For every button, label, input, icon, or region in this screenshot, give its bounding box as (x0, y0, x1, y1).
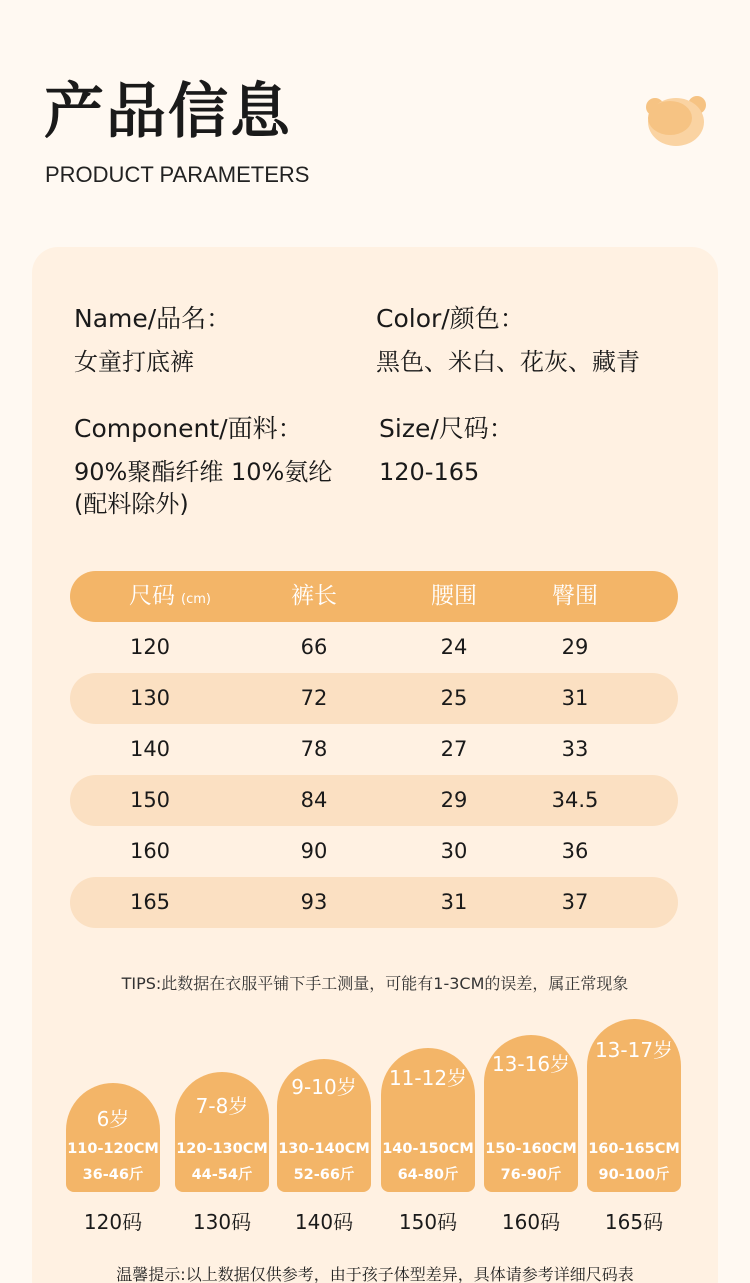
weight-range: 76-90斤 (500, 1167, 562, 1183)
table-cell: 120 (129, 635, 171, 659)
table-cell: 25 (440, 686, 468, 710)
height-range: 150-160CM (485, 1141, 577, 1157)
table-cell: 27 (440, 737, 468, 761)
table-cell: 130 (129, 686, 171, 710)
size-code-label: 140码 (294, 1210, 354, 1234)
age-label: 7-8岁 (195, 1094, 249, 1118)
table-row (70, 775, 678, 826)
color-label: Color/颜色： (376, 304, 525, 333)
age-guide-item (277, 1059, 371, 1192)
size-code-label: 150码 (398, 1210, 458, 1234)
age-guide-item (587, 1019, 681, 1192)
component-value-line1: 90%聚酯纤维 10%氨纶 (74, 458, 333, 486)
weight-range: 52-66斤 (293, 1167, 355, 1183)
table-row (70, 622, 678, 673)
param-size (379, 412, 514, 488)
name-value: 女童打底裤 (74, 348, 194, 376)
weight-range: 64-80斤 (397, 1167, 459, 1183)
component-value (74, 456, 364, 520)
table-row (70, 877, 678, 928)
weight-range: 44-54斤 (191, 1167, 253, 1183)
table-cell: 90 (300, 839, 328, 863)
table-cell: 160 (129, 839, 171, 863)
age-guide-item (66, 1083, 160, 1192)
table-cell: 29 (440, 788, 468, 812)
table-cell: 72 (300, 686, 328, 710)
component-label: Component/面料： (74, 414, 303, 443)
size-code-label: 165码 (604, 1210, 664, 1234)
size-value: 120-165 (379, 458, 480, 486)
tips-text: TIPS:此数据在衣服平铺下手工测量，可能有1-3CM的误差，属正常现象 (121, 974, 629, 993)
header-size (100, 571, 240, 622)
age-label: 9-10岁 (291, 1075, 357, 1099)
table-cell: 33 (561, 737, 589, 761)
weight-range: 36-46斤 (82, 1167, 144, 1183)
color-value: 黑色、米白、花灰、藏青 (376, 348, 640, 376)
footer-note: 温馨提示:以上数据仅供参考，由于孩子体型差异，具体请参考详细尺码表 (116, 1265, 634, 1283)
age-guide-item (175, 1072, 269, 1192)
age-label: 13-17岁 (594, 1038, 674, 1062)
page-subtitle: PRODUCT PARAMETERS (45, 162, 310, 187)
table-cell: 93 (300, 890, 328, 914)
page-title: 产品信息 (44, 77, 292, 147)
age-label: 11-12岁 (388, 1066, 468, 1090)
bear-head-icon (644, 92, 708, 148)
table-cell: 31 (561, 686, 589, 710)
table-cell: 66 (300, 635, 328, 659)
param-name (74, 302, 231, 378)
table-cell: 140 (129, 737, 171, 761)
size-table (70, 571, 678, 928)
table-cell: 165 (129, 890, 171, 914)
size-label: Size/尺码： (379, 414, 514, 443)
table-cell: 37 (561, 890, 589, 914)
name-label: Name/品名： (74, 304, 232, 333)
height-range: 120-130CM (176, 1141, 268, 1157)
table-cell: 30 (440, 839, 468, 863)
header-unit: (cm) (181, 592, 211, 607)
header-hip: 臀围 (552, 583, 598, 609)
table-cell: 34.5 (551, 788, 599, 812)
header-length: 裤长 (291, 583, 337, 609)
header-size-label: 尺码 (129, 583, 176, 609)
table-cell: 36 (561, 839, 589, 863)
table-cell: 24 (440, 635, 468, 659)
table-cell: 29 (561, 635, 589, 659)
size-code-label: 130码 (192, 1210, 252, 1234)
height-range: 130-140CM (278, 1141, 370, 1157)
height-range: 110-120CM (67, 1141, 159, 1157)
table-cell: 31 (440, 890, 468, 914)
height-range: 140-150CM (382, 1141, 474, 1157)
age-guide-item (484, 1035, 578, 1192)
table-row (70, 724, 678, 775)
height-range: 160-165CM (588, 1141, 680, 1157)
table-cell: 84 (300, 788, 328, 812)
size-table-header (70, 571, 678, 622)
header-waist: 腰围 (431, 583, 477, 609)
param-color (376, 302, 640, 378)
table-cell: 150 (129, 788, 171, 812)
weight-range: 90-100斤 (598, 1167, 670, 1183)
component-value-line2: (配料除外) (74, 490, 189, 518)
size-table-body (70, 622, 678, 928)
param-component (74, 412, 364, 520)
size-code-label: 160码 (501, 1210, 561, 1234)
table-row (70, 673, 678, 724)
table-row (70, 826, 678, 877)
table-cell: 78 (300, 737, 328, 761)
age-label: 6岁 (96, 1107, 130, 1131)
size-code-label: 120码 (83, 1210, 143, 1234)
age-guide-item (381, 1048, 475, 1192)
age-label: 13-16岁 (491, 1052, 571, 1076)
